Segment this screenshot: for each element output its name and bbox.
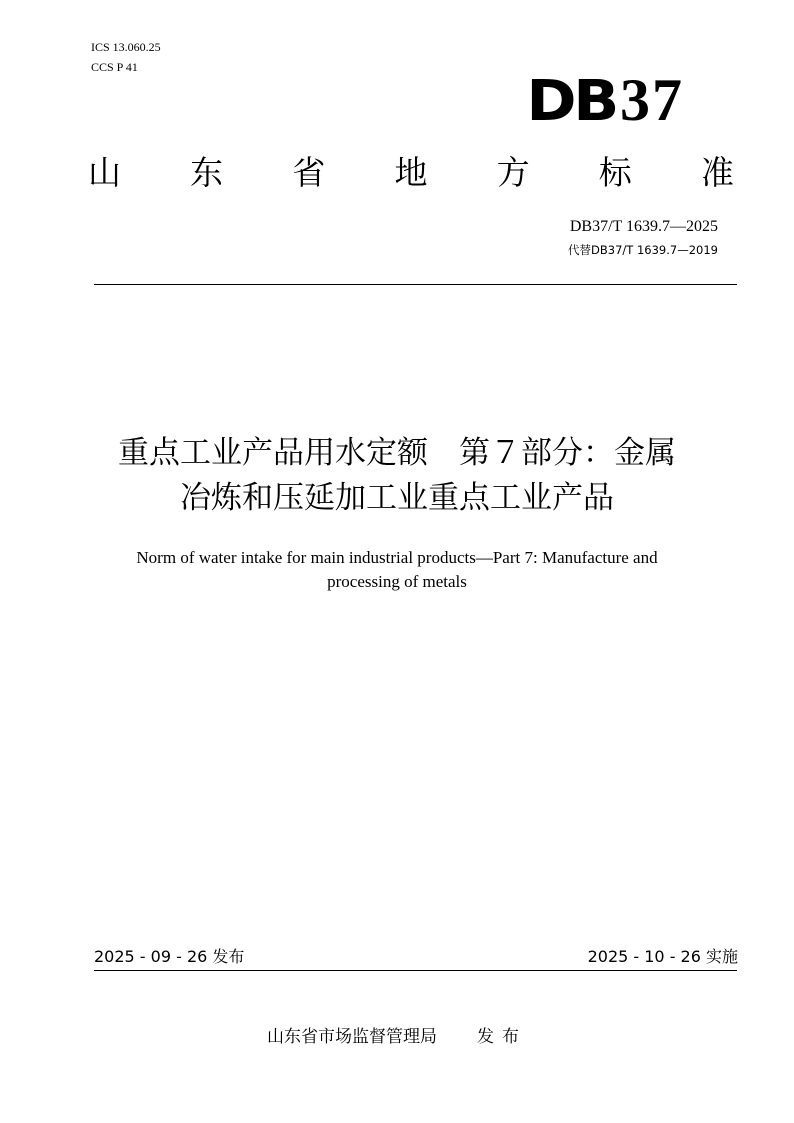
standard-code: DB37/T 1639.7—2025: [569, 218, 718, 235]
ccs-code: CCS P 41: [91, 60, 138, 74]
publisher-action: 发布: [477, 1027, 527, 1047]
standard-category-char: 山: [88, 153, 121, 192]
title-en-line-1: Norm of water intake for main industrial products—Part 7: Manufacture and: [136, 548, 658, 567]
standard-category-char: 准: [700, 153, 734, 192]
db-logo: [526, 67, 684, 134]
db-logo-number: 37: [620, 67, 684, 133]
standard-category-char: 东: [190, 153, 224, 192]
publisher-name: 山东省市场监督管理局: [267, 1027, 437, 1047]
replaces-note: 代替DB37/T 1639.7—2019: [568, 243, 718, 257]
ics-code: ICS 13.060.25: [91, 40, 161, 54]
title-en: [60, 546, 734, 594]
title-zh-line-2: 冶炼和压延加工业重点工业产品: [180, 480, 614, 516]
standard-category-char: 省: [292, 153, 326, 192]
standard-category: [88, 152, 734, 194]
standard-category-char: 方: [496, 153, 530, 192]
db-logo-prefix: DB: [526, 69, 616, 134]
title-zh-line-1: 重点工业产品用水定额 第７部分：金属: [118, 435, 676, 471]
top-divider: [94, 284, 737, 285]
bottom-divider: [94, 970, 737, 971]
issue-date: 2025 - 09 - 26 发布: [94, 947, 245, 966]
implementation-date: 2025 - 10 - 26 实施: [587, 947, 738, 966]
standard-category-char: 地: [394, 153, 428, 192]
title-en-line-2: processing of metals: [327, 572, 467, 591]
publisher-line: [0, 1025, 794, 1049]
standard-category-char: 标: [598, 153, 632, 192]
